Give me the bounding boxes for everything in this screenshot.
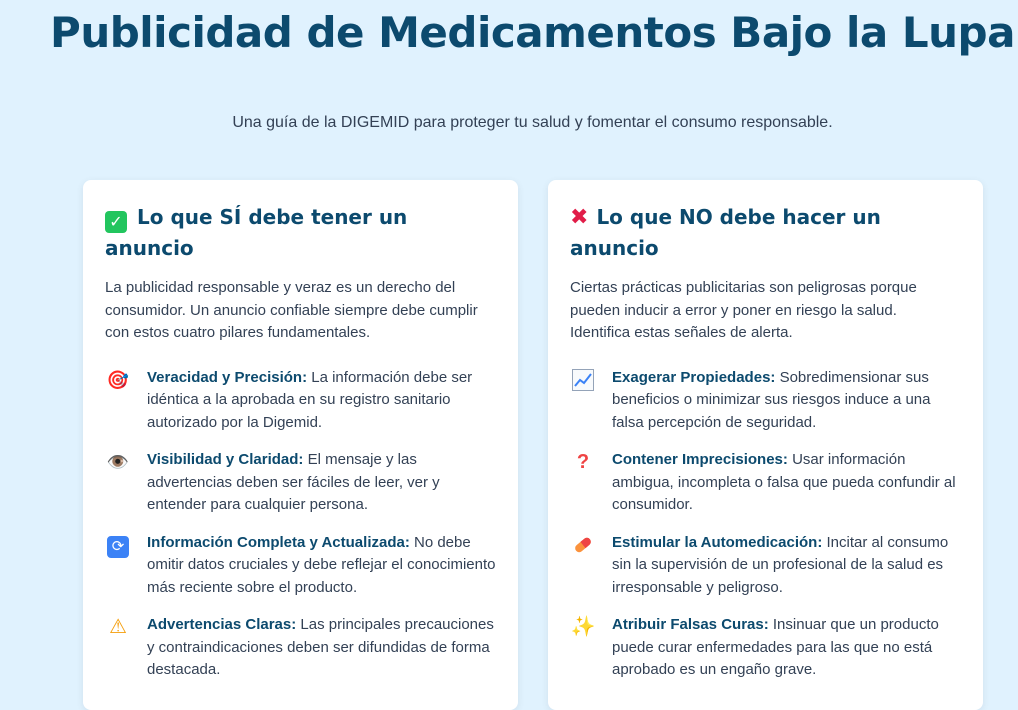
do-card	[83, 180, 518, 710]
check-mark-icon: ✓	[105, 211, 127, 233]
item-text: El mensaje y las advertencias deben ser fáciles de leer, ver y entender para cualquier persona.	[147, 451, 440, 513]
item-label: Contener Imprecisiones:	[612, 451, 788, 468]
eye-icon: 👁️	[106, 452, 130, 472]
list-item	[105, 449, 496, 517]
do-list	[105, 367, 496, 682]
do-card-intro: La publicidad responsable y veraz es un derecho del consumidor. Un anuncio confiable siempre debe cumplir con estos cuatro pilares fundamentales.	[105, 279, 478, 341]
item-text: Insinuar que un producto puede curar enfermedades para las que no está aprobado es un engaño grave.	[612, 616, 939, 678]
refresh-icon: ⟳	[105, 532, 131, 558]
pill-icon	[570, 532, 596, 561]
item-text: Sobredimensionar sus beneficios o minimizar sus riesgos induce a una falsa percepción de seguridad.	[612, 368, 931, 431]
sparkles-icon: ✨	[570, 616, 596, 638]
list-item	[105, 367, 496, 435]
dont-card-intro: Ciertas prácticas publicitarias son peligrosas porque pueden inducir a error y poner en riesgo la salud. Identifica estas señales de alerta.	[570, 279, 917, 341]
item-label: Exagerar Propiedades:	[612, 368, 776, 386]
dont-card-heading	[570, 202, 961, 263]
item-label: Advertencias Claras:	[147, 616, 297, 633]
dont-list	[570, 367, 961, 682]
dont-card	[548, 180, 983, 710]
item-label: Información Completa y Actualizada:	[147, 533, 410, 551]
do-card-title: Lo que SÍ debe tener un anuncio	[105, 205, 408, 260]
do-card-heading	[105, 202, 496, 263]
list-item	[570, 614, 961, 682]
item-label: Atribuir Falsas Curas:	[612, 616, 769, 633]
dont-card-title: Lo que NO debe hacer un anuncio	[570, 205, 881, 260]
item-label: Estimular la Automedicación:	[612, 533, 823, 551]
item-text: La información debe ser idéntica a la aprobada en su registro sanitario autorizado por la Digemid.	[147, 368, 473, 431]
page-subtitle: Una guía de la DIGEMID para proteger tu salud y fomentar el consumo responsable.	[232, 114, 833, 131]
warning-icon: ⚠	[109, 616, 127, 638]
chart-increasing-icon	[570, 367, 596, 396]
item-text: Incitar al consumo sin la supervisión de un profesional de la salud es irresponsable y peligroso.	[612, 533, 949, 596]
list-item	[105, 614, 496, 682]
item-text: Usar información ambigua, incompleta o falsa que pueda confundir al consumidor.	[612, 451, 956, 513]
cross-mark-icon: ✖	[570, 205, 589, 230]
page-title: Publicidad de Medicamentos Bajo la Lupa	[50, 8, 1015, 57]
item-text: No debe omitir datos cruciales y debe reflejar el conocimiento más reciente sobre el producto.	[147, 533, 496, 596]
list-item	[105, 532, 496, 600]
list-item	[570, 449, 961, 517]
list-item	[570, 532, 961, 600]
item-label: Visibilidad y Claridad:	[147, 451, 304, 468]
item-text: Las principales precauciones y contraindicaciones deben ser difundidas de forma destacada.	[147, 616, 494, 678]
item-label: Veracidad y Precisión:	[147, 368, 308, 386]
list-item	[570, 367, 961, 435]
target-icon: 🎯	[106, 369, 130, 390]
question-mark-icon: ?	[576, 451, 590, 473]
